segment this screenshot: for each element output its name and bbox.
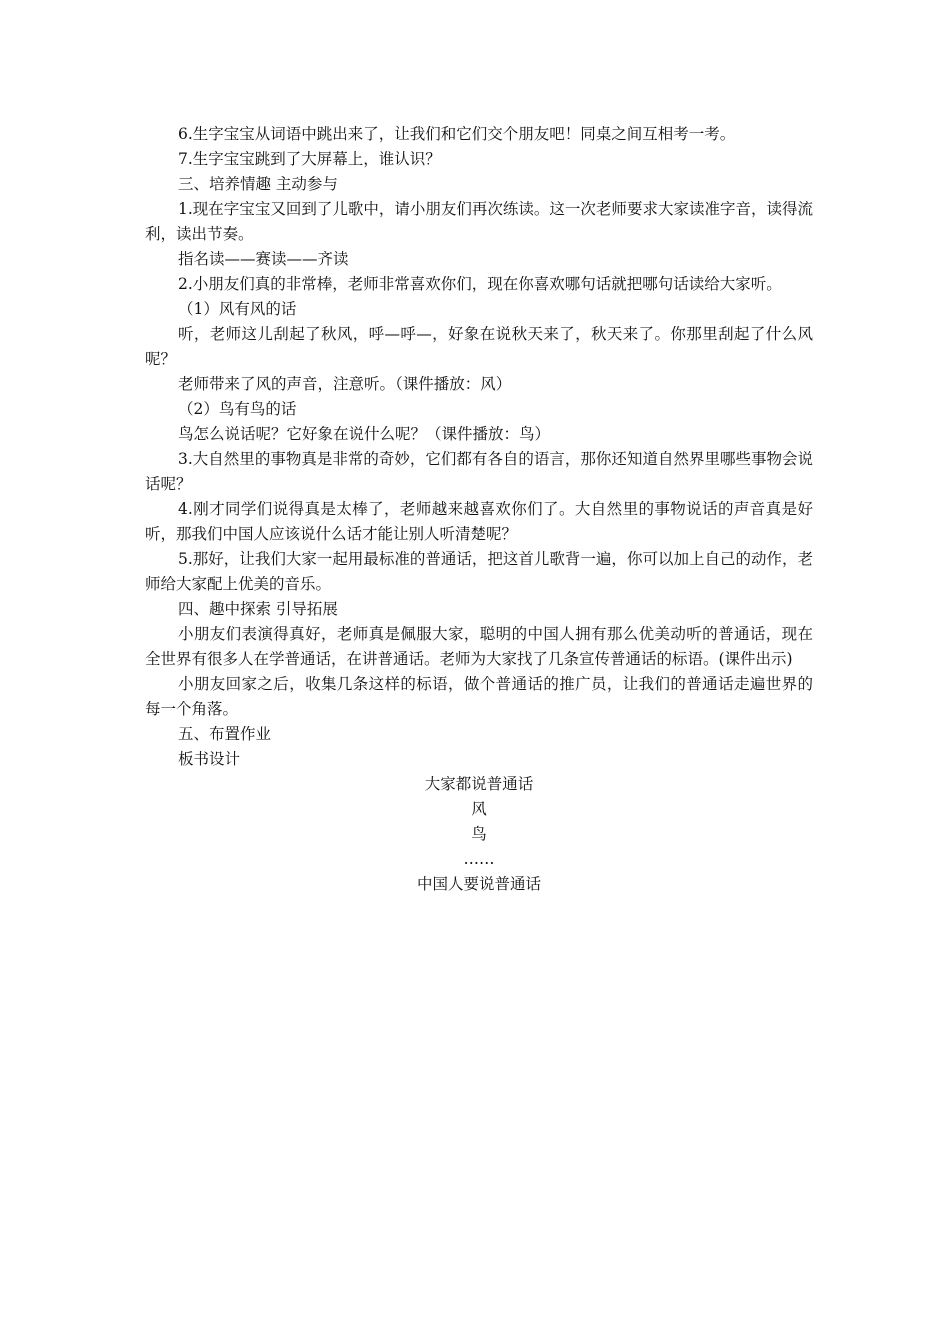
blackboard-design	[145, 772, 813, 897]
paragraph: 小朋友们表演得真好，老师真是佩服大家，聪明的中国人拥有那么优美动听的普通话，现在全世界有很多人在学普通话，在讲普通话。老师为大家找了几条宣传普通话的标语。(课件出示)	[145, 625, 813, 668]
section-heading: 四、趣中探索 引导拓展	[178, 600, 338, 618]
paragraph: 小朋友回家之后，收集几条这样的标语，做个普通话的推广员，让我们的普通话走遍世界的每一个角落。	[145, 675, 813, 718]
paragraph: 老师带来了风的声音，注意听。（课件播放：风）	[178, 375, 512, 393]
paragraph: 2.小朋友们真的非常棒，老师非常喜欢你们，现在你喜欢哪句话就把哪句话读给大家听。	[178, 275, 782, 293]
paragraph: 听，老师这儿刮起了秋风，呼—呼—，好象在说秋天来了，秋天来了。你那里刮起了什么风呢？	[145, 325, 813, 368]
paragraph: 鸟怎么说话呢？它好象在说什么呢？（课件播放：鸟）	[178, 425, 551, 443]
board-ellipsis: ……	[463, 850, 495, 868]
board-title: 大家都说普通话	[424, 775, 534, 793]
section-heading: 三、培养情趣 主动参与	[178, 175, 338, 193]
sub-heading: （1）风有风的话	[178, 300, 297, 318]
paragraph: 1.现在字宝宝又回到了儿歌中，请小朋友们再次练读。这一次老师要求大家读准字音，读得流利，读出节奏。	[145, 200, 813, 243]
paragraph: 6.生字宝宝从词语中跳出来了，让我们和它们交个朋友吧！同桌之间互相考一考。	[178, 125, 736, 143]
board-line: 中国人要说普通话	[416, 875, 541, 893]
sub-heading: （2）鸟有鸟的话	[178, 400, 297, 418]
paragraph: 指名读——赛读——齐读	[178, 250, 349, 268]
board-line: 鸟	[471, 825, 487, 843]
lesson-plan-text	[145, 122, 813, 897]
paragraph: 7.生字宝宝跳到了大屏幕上，谁认识？	[178, 150, 441, 168]
board-line: 风	[471, 800, 487, 818]
paragraph: 5.那好，让我们大家一起用最标准的普通话，把这首儿歌背一遍，你可以加上自己的动作，老师给大家配上优美的音乐。	[145, 550, 813, 593]
paragraph: 3.大自然里的事物真是非常的奇妙，它们都有各自的语言，那你还知道自然界里哪些事物会说话呢？	[145, 450, 813, 493]
section-heading: 五、布置作业	[178, 725, 272, 743]
section-heading: 板书设计	[178, 750, 241, 768]
paragraph: 4.刚才同学们说得真是太棒了，老师越来越喜欢你们了。大自然里的事物说话的声音真是好听，那我们中国人应该说什么话才能让别人听清楚呢？	[145, 500, 813, 543]
